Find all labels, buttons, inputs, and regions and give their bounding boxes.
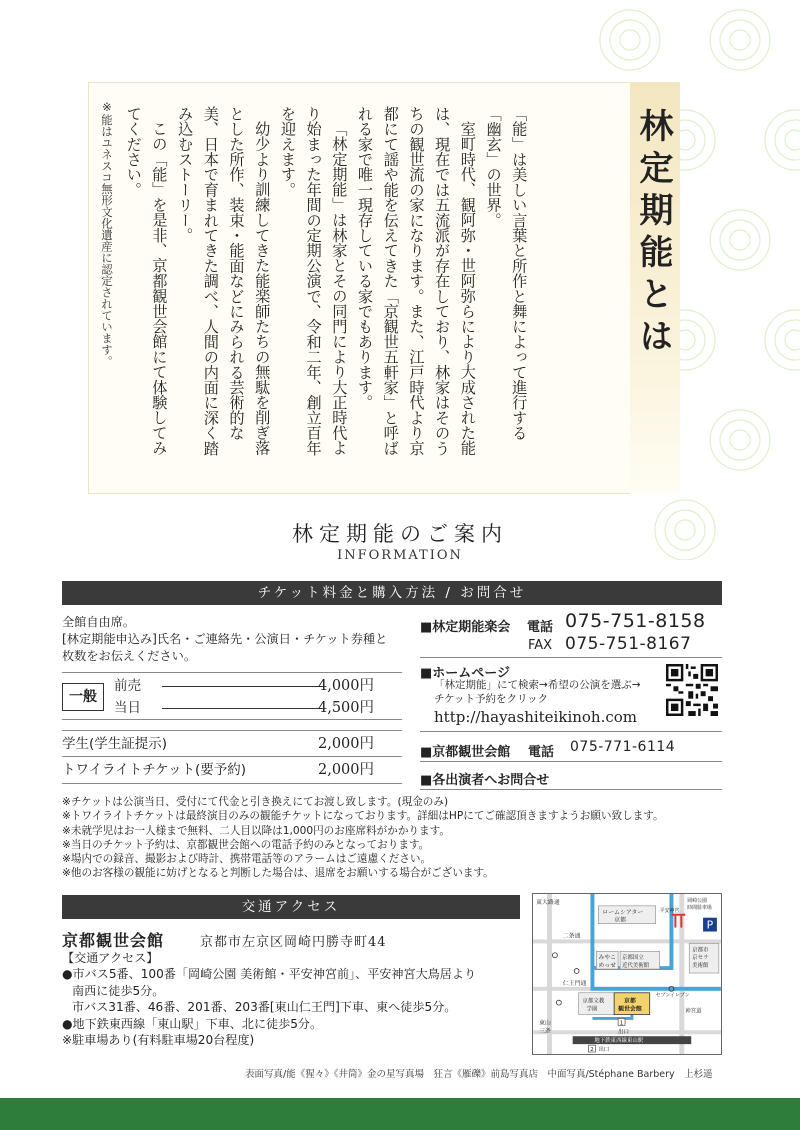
map-label: 京都国立	[622, 955, 644, 962]
note-line: ※場内での録音、撮影および時計、携帯電話等のアラームはご遠慮ください。	[62, 853, 432, 866]
sameday-label: 当日	[114, 700, 141, 716]
note-line: ※トワイライトチケットは最終演目のみの観能チケットになっております。詳細はHPにてご確認頂きますようお願い致します。	[62, 810, 664, 823]
performers-label: ■各出演者へお問合せ	[420, 773, 550, 788]
map-label: 出口	[598, 1047, 610, 1054]
access-map	[532, 893, 722, 1055]
map-label: めっせ	[598, 963, 617, 970]
student-price: 2,000円	[317, 736, 374, 752]
price-general-block	[62, 672, 402, 720]
fax-label: FAX	[528, 638, 553, 653]
ticket-intro	[62, 614, 402, 665]
map-label: 京都	[614, 917, 626, 924]
map-label: 京都市	[692, 947, 709, 954]
twilight-label: トワイライトチケット(要予約)	[62, 762, 247, 778]
map-label: 地下鉄東西線東山駅	[594, 1038, 644, 1045]
note-line: ※他のお客様の観能に妨げとなると判断した場合は、退席をお願いする場合がございます。	[62, 867, 494, 880]
map-label: 神宮道	[685, 1008, 702, 1015]
intro-paragraph-1: 「能」は美しい言葉と所作と舞によって進行する「幽玄」の世界。	[484, 106, 529, 441]
presale-price: 4,000円	[317, 678, 374, 694]
price-row-presale	[114, 675, 402, 697]
intro-paragraph-3: 「林定期能」は林家とその同門により大正時代より始まった年間の定期公演で、令和二年、創立百年を迎えます。	[278, 106, 349, 456]
map-label: 京セラ	[692, 955, 709, 962]
homepage-description	[434, 678, 664, 706]
twilight-price: 2,000円	[317, 762, 374, 778]
leader-line	[162, 708, 322, 709]
sameday-price: 4,500円	[317, 700, 374, 716]
homepage-url-link[interactable]: http://hayashiteikinoh.com	[434, 708, 638, 726]
map-label: 近代美術館	[622, 963, 650, 970]
intro-paragraph-2: 室町時代、観阿弥・世阿弥らにより大成された能は、現在では五流派が存在しており、林家はそのうちの観世流の家になります。また、江戸時代より京都にて謡や能を伝えてきた「京観世五軒家」と呼ばれる家で唯一現存している家でもあります。	[356, 106, 477, 456]
presale-label: 前売	[114, 678, 141, 694]
map-label: 三条	[539, 1028, 551, 1035]
note-line: ※当日のチケット予約は、京都観世会館への電話予約のみとなっております。	[62, 838, 430, 851]
footer-bar	[0, 1098, 800, 1130]
intro-paragraph-5: この「能」を是非、京都観世会館にて体験してみてください。	[124, 106, 169, 456]
map-label: 学園	[586, 1006, 598, 1013]
access-section-band: 交通アクセス	[62, 895, 520, 919]
access-line: 【交通アクセス】	[62, 951, 159, 965]
note-line: ※未就学児はお一人様まで無料、二人目以降は1,000円のお座席料がかかります。	[62, 824, 450, 837]
map-label: みやこ	[598, 955, 617, 962]
price-row-sameday	[114, 697, 402, 719]
contact-kanze	[420, 736, 722, 762]
note-line: ※チケットは公演当日、受付にて代金と引き換えにてお渡し致します。(現金のみ)	[62, 796, 449, 808]
map-label: ロームシアター	[602, 909, 644, 916]
access-directions	[62, 950, 522, 1048]
price-table	[62, 672, 402, 784]
map-label: 仁王門通	[562, 980, 587, 987]
tel-number[interactable]: 075-751-8158	[565, 610, 706, 632]
torii-icon	[680, 916, 682, 928]
student-label: 学生(学生証提示)	[62, 736, 168, 752]
contact-org-name: ■林定期能楽会	[420, 620, 511, 635]
map-label: 出口	[618, 1029, 629, 1036]
leader-line	[162, 686, 322, 687]
map-label: 美術館	[692, 963, 709, 970]
map-label: 東大路通	[536, 899, 560, 906]
map-label: 東山	[539, 1020, 551, 1027]
map-label: 京都文教	[582, 998, 605, 1005]
tel-label: 電話	[527, 620, 554, 635]
ticket-notes	[62, 795, 742, 881]
ticket-intro-line: 枚数をお伝えください。	[62, 649, 197, 663]
venue-address: 京都市左京区岡崎円勝寺町44	[200, 935, 387, 950]
ticket-section-band: チケット料金と購入方法 / お問合せ	[62, 581, 722, 605]
map-label-kanze: 観世会館	[618, 1006, 642, 1013]
map-label: 二条通	[562, 933, 581, 940]
exit-2-marker: 2	[590, 1047, 594, 1054]
map-label-kanze: 京都	[624, 998, 636, 1005]
contact-performers	[420, 764, 722, 790]
kanze-tel-label: 電話	[528, 745, 555, 760]
venue-name: 京都観世会館	[62, 931, 165, 950]
homepage-description-line: 「林定期能」にて検索→希望の公演を選ぶ→	[434, 679, 641, 691]
road-nijo	[533, 939, 721, 943]
map-label: 時間駐車場	[687, 904, 712, 911]
map-label: セブンイレブン	[655, 992, 690, 999]
kanze-tel-number[interactable]: 075-771-6114	[570, 739, 676, 755]
intro-title: 林定期能とは	[633, 108, 673, 360]
torii-icon	[671, 914, 685, 916]
price-row-twilight	[62, 757, 402, 784]
map-label: 平安神宮	[659, 907, 680, 914]
intro-note: ※能はユネスコ無形文化遺産に認定されています。	[100, 100, 114, 367]
access-line: 市バス31番、46番、201番、203番[東山仁王門]下車、東へ徒歩5分。	[72, 1000, 457, 1015]
kanze-label: ■京都観世会館	[420, 745, 511, 760]
intro-paragraph-4: 幼少より訓練してきた能楽師たちの無駄を削ぎ落とした所作、装束・能面などにみられる芸術的な美、日本で育まれてきた調べ、人間の内面に深く踏み込むストーリー。	[176, 106, 272, 456]
ticket-intro-line: [林定期能申込み]氏名・ご連絡先・公演日・チケット券種と	[62, 632, 388, 646]
qr-code-icon[interactable]	[666, 664, 718, 716]
homepage-label: ■ホームページ	[420, 666, 511, 681]
access-line: ●地下鉄東西線「東山駅」下車、北に徒歩5分。	[62, 1016, 323, 1031]
homepage-description-line: チケット予約をクリック	[434, 693, 549, 705]
ticket-intro-line: 全館自由席。	[62, 615, 136, 629]
map-label: 岡崎公園	[687, 897, 707, 904]
access-line: ※駐車場あり(有料駐車場20台程度)	[62, 1033, 255, 1048]
contact-homepage	[420, 660, 722, 732]
contact-hayashi	[420, 612, 722, 658]
access-line: ●市バス5番、100番「岡崎公園 美術館・平安神宮前」、平安神宮大鳥居より	[62, 967, 477, 982]
intro-body	[120, 106, 531, 466]
torii-icon	[674, 916, 676, 928]
parking-icon: P	[706, 918, 714, 932]
fax-number: 075-751-8167	[565, 634, 692, 654]
info-subheading: INFORMATION	[337, 548, 463, 563]
photo-credits: 表面写真/能《猩々》《井筒》金の星写真場 狂言《雁礫》前島写真店 中面写真/Stéphane Barbery 上杉遥	[245, 1069, 713, 1080]
general-label: 一般	[62, 683, 104, 711]
price-row-student	[62, 730, 402, 757]
exit-1-marker: 1	[619, 1020, 624, 1027]
info-heading: 林定期能のご案内	[292, 522, 508, 546]
access-line: 南西に徒歩5分。	[72, 983, 165, 998]
